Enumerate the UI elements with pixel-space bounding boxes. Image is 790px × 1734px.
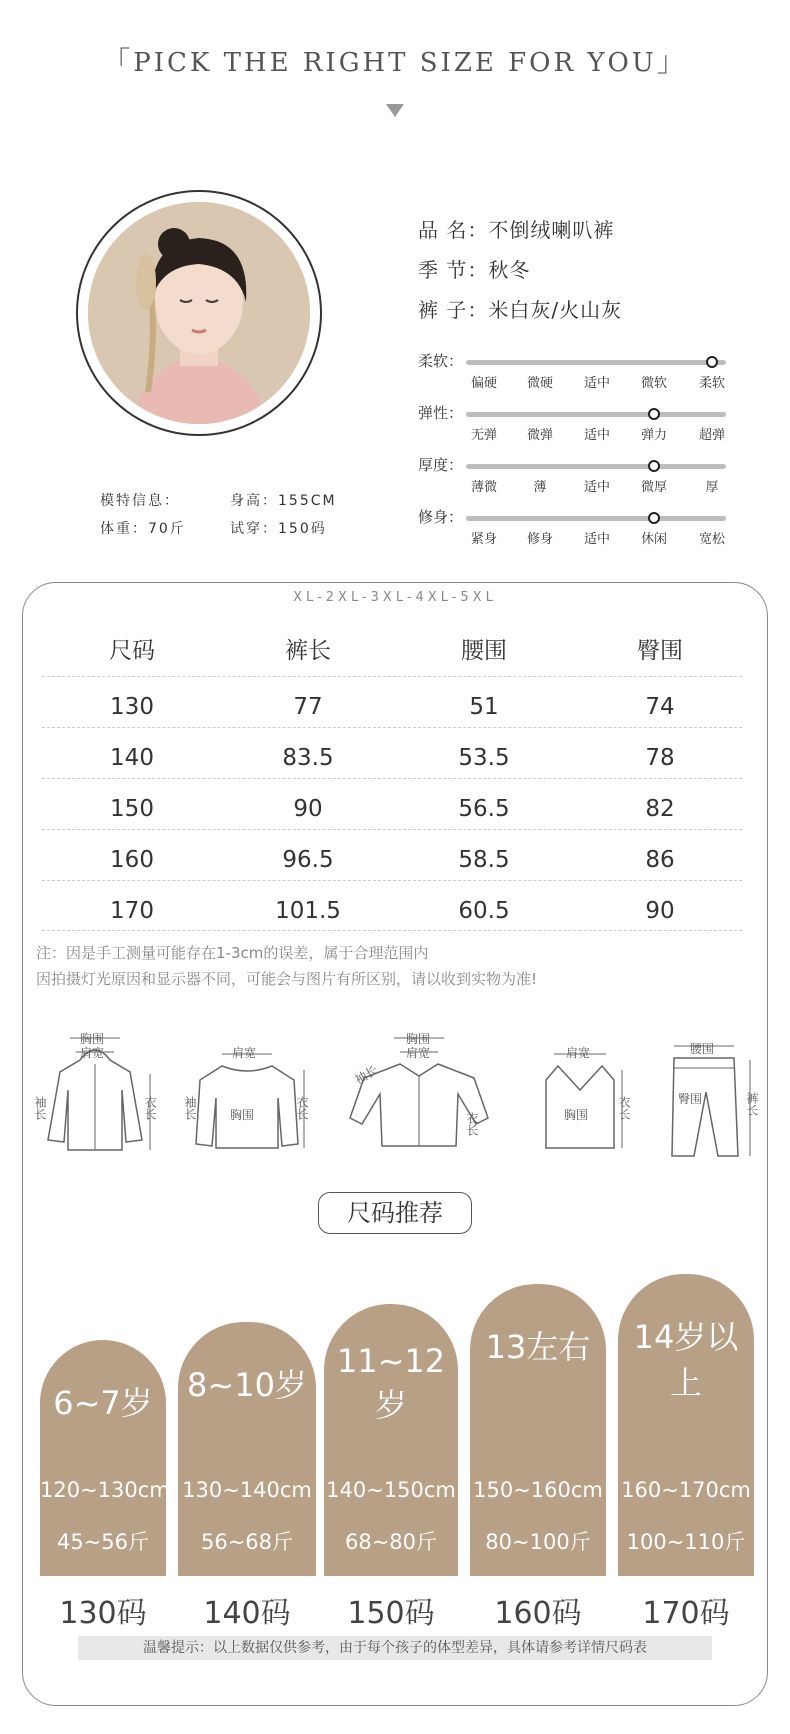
rating-option: 微弹 (526, 428, 553, 443)
recommend-age: 14岁以上 (633, 1318, 739, 1402)
sketch-chest-label-2: 胸围 (230, 1108, 255, 1122)
rating-label: 厚度： (418, 456, 464, 474)
model-height: 身高：155CM (230, 493, 337, 509)
recommend-weight: 80~100斤 (485, 1530, 591, 1554)
table-cell: 60.5 (458, 898, 510, 924)
sketch-length-label-2: 衣长 (295, 1096, 309, 1120)
rating-option: 适中 (583, 480, 610, 495)
table-cell: 56.5 (458, 796, 510, 822)
recommend-card (618, 1274, 754, 1576)
rating-option: 薄 (533, 480, 547, 495)
model-trial-size: 试穿：150码 (230, 521, 327, 537)
product-pants-color: 裤 子：米白灰/火山灰 (418, 298, 623, 322)
table-row-divider (42, 778, 742, 779)
bracket-open: 「 (102, 45, 134, 78)
sketch-length-label-4: 衣长 (617, 1096, 631, 1120)
note-line-2: 因拍摄灯光原因和显示器不同，可能会与图片有所区别，请以收到实物为准! (36, 970, 538, 988)
recommend-height: 120~130cm (40, 1478, 170, 1502)
rating-label: 修身： (418, 508, 464, 526)
sketch-waist-label: 腰围 (690, 1042, 715, 1056)
tip-bar: 温馨提示：以上数据仅供参考，由于每个孩子的体型差异，具体请参考详情尺码表 (78, 1636, 712, 1660)
recommend-size-code: 150码 (347, 1596, 435, 1631)
recommend-size-code: 160码 (494, 1596, 582, 1631)
rating-track (466, 360, 726, 365)
arrow-down-icon (386, 104, 404, 117)
table-header-cell: 腰围 (461, 638, 507, 664)
product-name: 品 名：不倒绒喇叭裤 (418, 218, 615, 242)
recommend-title: 尺码推荐 (318, 1192, 472, 1234)
recommend-age: 13左右 (485, 1328, 591, 1366)
rating-label: 弹性： (418, 404, 464, 422)
rating-option: 柔软 (698, 376, 725, 391)
table-row-divider (42, 930, 742, 931)
sketch-jacket (30, 1030, 160, 1164)
sketch-sleeve-label-2: 袖长 (183, 1096, 197, 1120)
sketch-shirt (344, 1028, 494, 1162)
rating-option: 休闲 (640, 532, 667, 547)
sketch-chest-label-4: 胸围 (564, 1108, 589, 1122)
recommend-card (324, 1304, 458, 1576)
note-line-1: 注：因是手工测量可能存在1-3cm的误差，属于合理范围内 (36, 944, 429, 962)
table-header-cell: 臀围 (637, 638, 683, 664)
model-photo (88, 202, 310, 424)
rating-option: 适中 (583, 376, 610, 391)
size-range: XL-2XL-3XL-4XL-5XL (293, 590, 497, 605)
rating-option: 适中 (583, 428, 610, 443)
recommend-height: 140~150cm (326, 1478, 456, 1502)
sketch-chest-label: 胸围 (80, 1032, 105, 1046)
table-row-divider (42, 727, 742, 728)
recommend-size-code: 140码 (203, 1596, 291, 1631)
recommend-size-code: 170码 (642, 1596, 730, 1631)
table-cell: 83.5 (282, 745, 334, 771)
table-cell: 90 (293, 796, 323, 822)
table-cell: 86 (645, 847, 675, 873)
recommend-weight: 68~80斤 (344, 1530, 438, 1554)
rating-option: 紧身 (470, 532, 497, 547)
table-cell: 150 (110, 796, 154, 822)
table-cell: 160 (110, 847, 154, 873)
recommend-card (40, 1340, 170, 1576)
rating-option: 微厚 (640, 480, 667, 495)
table-cell: 140 (110, 745, 154, 771)
rating-marker (648, 460, 660, 472)
sketch-vest (530, 1040, 630, 1164)
recommend-height: 130~140cm (182, 1478, 312, 1502)
recommend-weight: 45~56斤 (56, 1530, 150, 1554)
sketch-length-label-3: 衣长 (465, 1112, 479, 1136)
sketch-length-label: 衣长 (143, 1096, 157, 1120)
sketch-shoulder-label-2: 肩宽 (232, 1046, 257, 1060)
rating-track (466, 516, 726, 521)
table-cell: 74 (645, 694, 675, 720)
rating-track (466, 464, 726, 469)
recommend-height: 160~170cm (621, 1478, 751, 1502)
sketch-sleeve-label: 袖长 (33, 1096, 47, 1120)
table-header-cell: 尺码 (109, 638, 155, 664)
recommend-height: 150~160cm (473, 1478, 603, 1502)
rating-marker (706, 356, 718, 368)
table-cell: 77 (293, 694, 323, 720)
recommend-weight: 56~68斤 (200, 1530, 294, 1554)
table-row-divider (42, 880, 742, 881)
bracket-close: 」 (656, 45, 688, 78)
rating-marker (648, 512, 660, 524)
rating-label: 柔软： (418, 352, 464, 370)
sketch-pants-length-label: 裤长 (745, 1092, 759, 1116)
rating-marker (648, 408, 660, 420)
page-title (0, 40, 790, 80)
recommend-size-code: 130码 (59, 1596, 147, 1631)
sketch-hip-label: 臀围 (678, 1092, 703, 1106)
sketch-shoulder-label-4: 肩宽 (566, 1046, 591, 1060)
product-season: 季 节：秋冬 (418, 258, 531, 282)
recommend-weight: 100~110斤 (626, 1530, 746, 1554)
recommend-age: 6~7岁 (53, 1384, 153, 1422)
table-cell: 130 (110, 694, 154, 720)
sketch-pants (656, 1036, 766, 1165)
model-weight: 体重：70斤 (100, 521, 186, 537)
table-cell: 78 (645, 745, 675, 771)
table-cell: 82 (645, 796, 675, 822)
table-row-divider (42, 829, 742, 830)
recommend-card (470, 1284, 606, 1576)
rating-option: 薄微 (470, 480, 497, 495)
table-cell: 170 (110, 898, 154, 924)
table-header-cell: 裤长 (285, 638, 331, 664)
page-title-text: PICK THE RIGHT SIZE FOR YOU (133, 48, 657, 78)
recommend-age: 8~10岁 (187, 1366, 307, 1404)
recommend-age: 11~12岁 (336, 1342, 446, 1424)
table-cell: 101.5 (275, 898, 341, 924)
model-portrait-image (88, 202, 310, 424)
sketch-chest-label-3: 胸围 (406, 1032, 431, 1046)
table-cell: 51 (469, 694, 499, 720)
rating-option: 偏硬 (470, 376, 497, 391)
rating-option: 适中 (583, 532, 610, 547)
rating-option: 修身 (526, 532, 553, 547)
rating-option: 无弹 (470, 428, 497, 443)
sketch-sweater (182, 1040, 312, 1164)
table-cell: 53.5 (458, 745, 510, 771)
table-cell: 96.5 (282, 847, 334, 873)
rating-option: 宽松 (698, 532, 725, 547)
recommend-card (178, 1322, 316, 1576)
rating-option: 微硬 (526, 376, 553, 391)
rating-option: 厚 (705, 480, 719, 495)
table-cell: 58.5 (458, 847, 510, 873)
sketch-shoulder-label: 肩宽 (80, 1046, 105, 1060)
table-row-divider (42, 676, 742, 677)
table-cell: 90 (645, 898, 675, 924)
sketch-shoulder-label-3: 肩宽 (406, 1046, 431, 1060)
rating-option: 弹力 (640, 428, 667, 443)
model-info-label: 模特信息： (100, 493, 180, 509)
sketch-sleeve-label-3: 袖长 (352, 1062, 381, 1087)
rating-option: 微软 (640, 376, 667, 391)
rating-track (466, 412, 726, 417)
rating-option: 超弹 (698, 428, 725, 443)
